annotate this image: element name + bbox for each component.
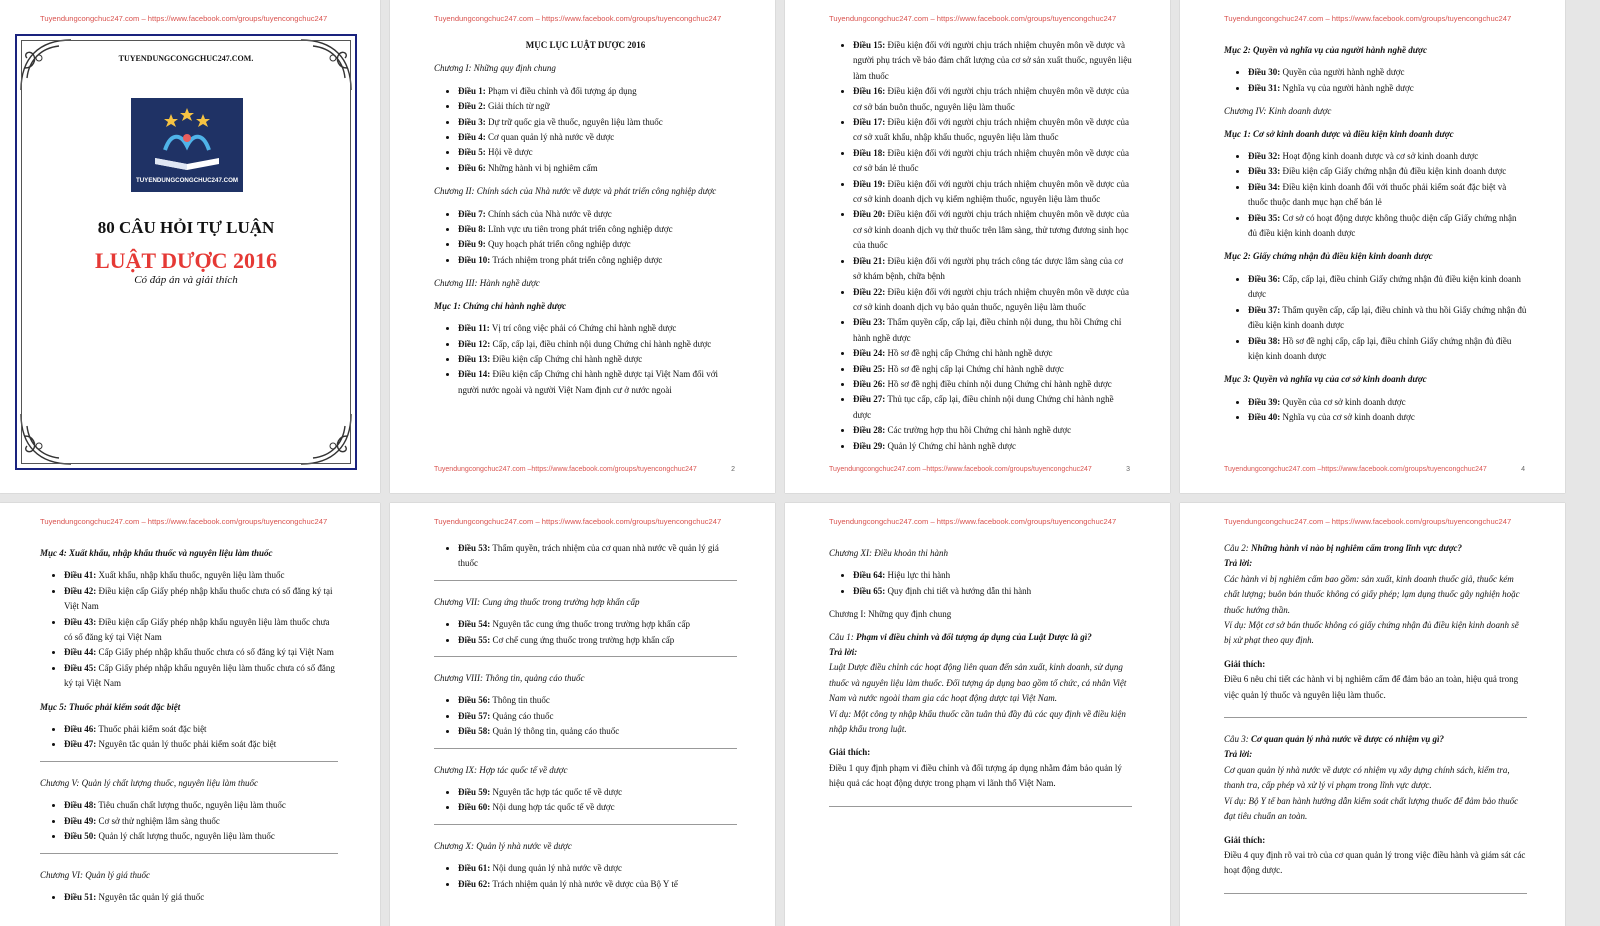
article-number: Điều 17: [853, 117, 886, 128]
article-number: Điều 33: [1248, 166, 1281, 177]
article-title: Quản lý chất lượng thuốc, nguyên liệu làm thuốc [98, 831, 275, 842]
article-item [64, 615, 338, 646]
page-2 [390, 0, 775, 493]
article-list [434, 207, 737, 269]
article-item [458, 84, 737, 99]
article-item [853, 568, 1132, 583]
page-footer [829, 466, 1130, 473]
example-text: Ví dụ: Một công ty nhập khẩu thuốc cần tuân thủ đầy đủ các quy định về điều kiện nhập khẩu trong luật. [829, 708, 1126, 735]
article-number: Điều 19: [853, 178, 886, 189]
ornament-corner-icon [19, 412, 73, 466]
article-title: Điều kiện đối với người chịu trách nhiệm chuyên môn về dược của cơ sở bán lẻ thuốc [853, 147, 1129, 174]
article-list [40, 722, 338, 753]
article-number: Điều 48: [64, 800, 97, 811]
question-text: Phạm vi điều chỉnh và đối tượng áp dụng của Luật Dược là gì? [856, 631, 1092, 642]
page-1-cover [0, 0, 380, 493]
divider [40, 761, 338, 762]
article-number: Điều 58: [458, 726, 491, 737]
ornament-corner-icon [19, 38, 73, 92]
chapter-heading: Chương IV: Kinh doanh dược [1224, 106, 1332, 117]
article-number: Điều 12: [458, 338, 491, 349]
article-title: Quản lý thông tin, quảng cáo thuốc [492, 726, 620, 737]
article-number: Điều 64: [853, 570, 886, 581]
divider [434, 748, 737, 749]
article-item [853, 254, 1132, 285]
article-item [64, 737, 338, 752]
article-item [458, 541, 737, 572]
article-item [458, 337, 737, 352]
article-number: Điều 45: [64, 662, 97, 673]
article-number: Điều 61: [458, 863, 491, 874]
article-title: Điều kiện đối với người chịu trách nhiệm chuyên môn về dược và người phụ trách về bảo đảm chất lượng của cơ sở sản xuất thuốc, nguyên liệu làm thuốc [853, 40, 1132, 81]
article-number: Điều 4: [458, 132, 486, 143]
article-item [853, 346, 1132, 361]
page-header: Tuyendungcongchuc247.com – https://www.facebook.com/groups/tuyencongchuc247 [434, 517, 722, 526]
article-number: Điều 40: [1248, 412, 1281, 423]
article-title: Quy hoạch phát triển công nghiệp dược [488, 239, 631, 250]
article-number: Điều 25: [853, 363, 886, 374]
chapter-heading: Chương VIII: Thông tin, quảng cáo thuốc [434, 673, 585, 684]
article-number: Điều 9: [458, 239, 486, 250]
chapter-heading: Chương V: Quản lý chất lượng thuốc, nguyên liệu làm thuốc [40, 777, 259, 788]
article-list [1224, 272, 1527, 364]
article-item [853, 377, 1132, 392]
article-number: Điều 29: [853, 440, 886, 451]
article-item [64, 568, 338, 583]
article-title: Hoạt động kinh doanh dược và cơ sở kinh doanh dược [1282, 151, 1479, 162]
page-footer [434, 466, 735, 473]
question-title [829, 630, 1132, 645]
article-item [64, 798, 338, 813]
article-title: Chính sách của Nhà nước về dược [488, 208, 612, 219]
article-item [64, 645, 338, 660]
article-title: Điều kiện kinh doanh đối với thuốc phải kiểm soát đặc biệt và thuốc thuộc danh mục hạn chế bán lẻ [1248, 181, 1507, 208]
cover-title-line1: 80 CÂU HỎI TỰ LUẬN [97, 218, 275, 237]
article-title: Điều kiện đối với người chịu trách nhiệm chuyên môn về dược của cơ sở kinh doanh dịch vụ bảo quản thuốc, nguyên liệu làm thuốc [853, 286, 1129, 312]
article-list [434, 84, 737, 176]
article-item [1248, 303, 1527, 334]
article-item [853, 207, 1132, 253]
article-number: Điều 23: [853, 317, 886, 328]
question-number: Câu 2: [1224, 543, 1249, 553]
article-number: Điều 36: [1248, 273, 1281, 284]
article-list [1224, 65, 1527, 96]
article-title: Nguyên tắc cung ứng thuốc trong trường hợp khẩn cấp [492, 619, 690, 630]
article-item [458, 785, 737, 800]
article-item [853, 439, 1132, 454]
article-item [458, 693, 737, 708]
article-title: Cấp Giấy phép nhập khẩu thuốc chưa có số đăng ký tại Việt Nam [98, 647, 334, 658]
article-list [434, 541, 737, 572]
page-footer [1224, 466, 1525, 473]
article-title: Nghĩa vụ của cơ sở kinh doanh dược [1282, 412, 1415, 423]
article-title: Trách nhiệm quản lý nhà nước về dược của Bộ Y tế [492, 878, 678, 889]
article-item [64, 722, 338, 737]
article-item [64, 829, 338, 844]
article-item [64, 814, 338, 829]
article-title: Hội về dược [488, 147, 533, 158]
article-number: Điều 31: [1248, 82, 1281, 93]
article-title: Hiệu lực thi hành [887, 570, 951, 581]
answer-label: Trả lời: [829, 647, 858, 658]
article-item [458, 115, 737, 130]
article-item [458, 352, 737, 367]
article-title: Cấp, cấp lại, điều chỉnh Giấy chứng nhận đủ điều kiện kinh doanh dược [1248, 273, 1521, 300]
article-list [829, 568, 1132, 599]
article-title: Quảng cáo thuốc [492, 710, 554, 721]
section-heading: Mục 2: Giấy chứng nhận đủ điều kiện kinh doanh dược [1224, 251, 1433, 262]
article-item [64, 584, 338, 615]
chapter-heading: Chương X: Quản lý nhà nước về dược [434, 840, 572, 851]
article-item [853, 177, 1132, 208]
article-item [458, 321, 737, 336]
article-number: Điều 15: [853, 40, 886, 50]
article-title: Điều kiện cấp Chứng chỉ hành nghề dược [492, 353, 643, 364]
article-item [458, 161, 737, 176]
article-number: Điều 55: [458, 634, 491, 645]
article-list [434, 861, 737, 892]
article-title: Cơ sở có hoạt động dược không thuộc diện cấp Giấy chứng nhận đủ điều kiện kinh doanh dược [1248, 212, 1517, 239]
article-title: Nội dung hợp tác quốc tế về dược [492, 802, 615, 813]
explain-label: Giải thích: [829, 747, 871, 758]
answer-text: Cơ quan quản lý nhà nước về dược có nhiệm vụ xây dựng chính sách, kiểm tra, thanh tra, cấp phép và xử lý vi phạm trong lĩnh vực dược. [1224, 764, 1510, 791]
article-title: Lĩnh vực ưu tiên trong phát triển công nghiệp dược [488, 224, 673, 235]
article-title: Vị trí công việc phải có Chứng chỉ hành nghề dược [491, 323, 677, 334]
page-header: Tuyendungcongchuc247.com – https://www.facebook.com/groups/tuyencongchuc247 [40, 517, 328, 526]
article-number: Điều 60: [458, 802, 491, 813]
page-7 [785, 503, 1170, 926]
article-number: Điều 59: [458, 787, 491, 798]
article-item [1248, 65, 1527, 80]
article-title: Quy định chi tiết và hướng dẫn thi hành [887, 585, 1032, 596]
article-title: Điều kiện đối với người chịu trách nhiệm chuyên môn về dược của cơ sở xuất khẩu, nhập khẩu thuốc, nguyên liệu làm thuốc [853, 117, 1129, 143]
article-number: Điều 6: [458, 162, 486, 173]
article-number: Điều 62: [458, 878, 491, 889]
article-item [458, 633, 737, 648]
article-number: Điều 22: [853, 286, 886, 297]
article-title: Điều kiện đối với người phụ trách công tác dược lâm sàng của cơ sở khám bệnh, chữa bệnh [853, 255, 1123, 282]
article-title: Cấp Giấy phép nhập khẩu nguyên liệu làm thuốc chưa có số đăng ký tại Việt Nam [64, 662, 335, 689]
article-title: Hồ sơ đề nghị cấp lại Chứng chỉ hành nghề dược [887, 363, 1064, 374]
ornament-corner-icon [299, 38, 353, 92]
book-logo-icon [131, 98, 243, 192]
logo-text: TUYENDUNGCONGCHUC247.COM [135, 177, 239, 184]
divider [1224, 893, 1527, 894]
article-item [853, 38, 1132, 84]
article-item [64, 890, 338, 905]
page-header: Tuyendungcongchuc247.com – https://www.facebook.com/groups/tuyencongchuc247 [40, 14, 328, 23]
question-text: Những hành vi nào bị nghiêm cấm trong lĩnh vực dược? [1251, 543, 1463, 553]
article-number: Điều 65: [853, 585, 886, 596]
article-number: Điều 51: [64, 891, 97, 902]
article-title: Cơ quan quản lý nhà nước về dược [488, 132, 615, 143]
question-text: Cơ quan quản lý nhà nước về dược có nhiệm vụ gì? [1251, 734, 1445, 745]
article-title: Cơ chế cung ứng thuốc trong trường hợp khẩn cấp [492, 634, 675, 645]
article-number: Điều 16: [853, 86, 886, 97]
article-item [853, 285, 1132, 316]
article-title: Điều kiện đối với người chịu trách nhiệm chuyên môn về dược của cơ sở bán buôn thuốc, nguyên liệu làm thuốc [853, 86, 1129, 112]
article-title: Quản lý Chứng chỉ hành nghề dược [887, 440, 1016, 451]
article-list [1224, 149, 1527, 241]
section-heading: Mục 3: Quyền và nghĩa vụ của cơ sở kinh doanh dược [1224, 374, 1427, 385]
article-item [853, 315, 1132, 346]
article-item [458, 877, 737, 892]
article-number: Điều 35: [1248, 212, 1281, 223]
article-list [829, 38, 1132, 454]
article-title: Điều kiện cấp Giấy phép nhập khẩu thuốc chưa có số đăng ký tại Việt Nam [64, 585, 333, 612]
article-item [853, 423, 1132, 438]
article-number: Điều 21: [853, 255, 886, 266]
chapter-heading: Chương VII: Cung ứng thuốc trong trường hợp khẩn cấp [434, 596, 640, 607]
explain-label: Giải thích: [1224, 658, 1266, 669]
article-item [458, 99, 737, 114]
footer-text: Tuyendungcongchuc247.com –https://www.facebook.com/groups/tuyencongchuc247 [1224, 466, 1487, 473]
article-title: Điều kiện đối với người chịu trách nhiệm chuyên môn về dược của cơ sở kinh doanh dịch vụ thử thuốc trên lâm sàng, thử tương đương sinh học của thuốc [853, 209, 1129, 251]
page-header: Tuyendungcongchuc247.com – https://www.facebook.com/groups/tuyencongchuc247 [434, 14, 722, 23]
page-number: 2 [731, 466, 735, 473]
article-number: Điều 20: [853, 209, 886, 220]
article-item [853, 392, 1132, 423]
chapter-heading: Chương III: Hành nghề dược [434, 278, 540, 289]
article-number: Điều 54: [458, 619, 491, 630]
example-text: Ví dụ: Một cơ sở bán thuốc không có giấy chứng nhận đủ điều kiện kinh doanh sẽ bị xử phạt theo quy định. [1224, 620, 1519, 646]
article-title: Điều kiện cấp Chứng chỉ hành nghề dược tại Việt Nam đối với người nước ngoài và người Việt Nam định cư ở nước ngoài [458, 369, 719, 395]
chapter-heading: Chương XI: Điều khoản thi hành [829, 548, 948, 558]
explain-label: Giải thích: [1224, 834, 1266, 845]
article-item [1248, 180, 1527, 211]
article-title: Cơ sở thử nghiệm lâm sàng thuốc [98, 815, 220, 826]
cover-site: TUYENDUNGCONGCHUC247.COM. [118, 54, 254, 63]
article-number: Điều 39: [1248, 396, 1281, 407]
section-heading: Mục 2: Quyền và nghĩa vụ của người hành nghề dược [1224, 45, 1427, 55]
article-title: Các trường hợp thu hồi Chứng chỉ hành nghề dược [887, 425, 1072, 436]
page-header: Tuyendungcongchuc247.com – https://www.facebook.com/groups/tuyencongchuc247 [1224, 517, 1512, 526]
logo [131, 98, 243, 192]
article-number: Điều 38: [1248, 335, 1281, 346]
example-text: Ví dụ: Bộ Y tế ban hành hướng dẫn kiểm soát chất lượng thuốc để đảm bảo thuốc đạt tiêu chuẩn an toàn. [1224, 795, 1519, 822]
page-number: 4 [1521, 466, 1525, 473]
article-number: Điều 2: [458, 101, 486, 112]
article-list [40, 568, 338, 691]
article-item [458, 724, 737, 739]
chapter-heading: Chương II: Chính sách của Nhà nước về dược và phát triển công nghiệp dược [434, 186, 717, 197]
page-4 [1180, 0, 1565, 493]
toc-title: MỤC LỤC LUẬT DƯỢC 2016 [525, 40, 646, 50]
answer-text: Các hành vi bị nghiêm cấm bao gồm: sản xuất, kinh doanh thuốc giả, thuốc kém chất lượng; buôn bán thuốc không có giấy phép; lạm dụng thuốc gây nghiện hoặc thuốc hướng thần. [1224, 573, 1520, 615]
explain-text: Điều 4 quy định rõ vai trò của cơ quan quản lý trong việc điều hành và giám sát các hoạt động dược. [1224, 849, 1526, 876]
article-number: Điều 10: [458, 254, 491, 265]
article-number: Điều 41: [64, 570, 97, 581]
chapter-heading: Chương I: Những quy định chung [434, 63, 556, 74]
explain-text: Điều 6 nêu chi tiết các hành vi bị nghiêm cấm để đảm bảo an toàn, hiệu quả trong việc quản lý thuốc và nguyên liệu làm thuốc. [1224, 674, 1519, 700]
section-heading: Mục 1: Chứng chỉ hành nghề dược [434, 300, 567, 311]
article-number: Điều 44: [64, 647, 97, 658]
divider [1224, 717, 1527, 718]
article-item [1248, 81, 1527, 96]
page-header: Tuyendungcongchuc247.com – https://www.facebook.com/groups/tuyencongchuc247 [829, 14, 1117, 23]
article-number: Điều 42: [64, 585, 97, 596]
divider [434, 824, 737, 825]
article-title: Thẩm quyền, trách nhiệm của cơ quan nhà nước về quản lý giá thuốc [458, 543, 719, 569]
divider [434, 656, 737, 657]
chapter-heading: Chương I: Những quy định chung [829, 609, 952, 620]
article-number: Điều 30: [1248, 67, 1281, 78]
article-item [458, 237, 737, 252]
article-item [853, 362, 1132, 377]
article-title: Thông tin thuốc [492, 695, 550, 706]
article-title: Điều kiện cấp Giấy phép nhập khẩu nguyên liệu làm thuốc chưa có số đăng ký tại Việt Nam [64, 616, 330, 643]
article-title: Thủ tục cấp, cấp lại, điều chỉnh nội dung Chứng chỉ hành nghề dược [853, 394, 1114, 420]
article-title: Tiêu chuẩn chất lượng thuốc, nguyên liệu làm thuốc [98, 800, 286, 811]
divider [434, 580, 737, 581]
article-number: Điều 37: [1248, 304, 1281, 315]
article-number: Điều 5: [458, 147, 486, 158]
article-number: Điều 8: [458, 224, 486, 235]
article-list [40, 798, 338, 844]
article-number: Điều 24: [853, 348, 886, 359]
article-title: Hồ sơ đề nghị cấp, cấp lại, điều chỉnh Giấy chứng nhận đủ điều kiện kinh doanh dược [1248, 335, 1512, 361]
article-item [458, 222, 737, 237]
article-title: Thẩm quyền cấp, cấp lại, điều chỉnh nội dung, thu hồi Chứng chỉ hành nghề dược [853, 317, 1122, 343]
article-item [1248, 334, 1527, 365]
section-heading: Mục 4: Xuất khẩu, nhập khẩu thuốc và nguyên liệu làm thuốc [40, 548, 273, 558]
footer-text: Tuyendungcongchuc247.com –https://www.facebook.com/groups/tuyencongchuc247 [829, 466, 1092, 473]
article-item [458, 253, 737, 268]
article-title: Quyền của người hành nghề dược [1282, 67, 1405, 78]
article-item [1248, 164, 1527, 179]
ornament-corner-icon [299, 412, 353, 466]
article-number: Điều 46: [64, 724, 97, 735]
article-title: Hồ sơ đề nghị cấp Chứng chỉ hành nghề dược [887, 348, 1053, 359]
article-number: Điều 47: [64, 739, 97, 750]
question-number: Câu 1: [829, 631, 854, 642]
question-title [1224, 541, 1527, 556]
article-item [458, 861, 737, 876]
article-item [853, 584, 1132, 599]
article-number: Điều 56: [458, 695, 491, 706]
article-title: Xuất khẩu, nhập khẩu thuốc, nguyên liệu làm thuốc [98, 570, 285, 581]
article-item [1248, 410, 1527, 425]
article-item [1248, 211, 1527, 242]
article-item [1248, 272, 1527, 303]
article-item [853, 84, 1132, 115]
article-number: Điều 18: [853, 147, 886, 158]
answer-label: Trả lời: [1224, 749, 1253, 760]
chapter-heading: Chương IX: Hợp tác quốc tế về dược [434, 764, 568, 775]
answer-label: Trả lời: [1224, 558, 1253, 569]
article-title: Giải thích từ ngữ [488, 101, 550, 112]
article-list [434, 693, 737, 739]
page-8 [1180, 503, 1565, 926]
page-header: Tuyendungcongchuc247.com – https://www.facebook.com/groups/tuyencongchuc247 [829, 517, 1117, 526]
page-3 [785, 0, 1170, 493]
answer-text: Luật Dược điều chỉnh các hoạt động liên quan đến sản xuất, kinh doanh, sử dụng thuốc và nguyên liệu làm thuốc. Đối tượng áp dụng bao gồm tổ chức, cá nhân Việt Nam và nước ngoài tham gia các hoạt động dược tại Việt Nam. [829, 662, 1127, 704]
article-title: Phạm vi điều chỉnh và đối tượng áp dụng [488, 85, 637, 96]
section-heading: Mục 5: Thuốc phải kiểm soát đặc biệt [40, 701, 181, 712]
article-title: Điều kiện đối với người chịu trách nhiệm chuyên môn về dược của cơ sở kinh doanh dịch vụ kiểm nghiệm thuốc, nguyên liệu làm thuốc [853, 178, 1129, 205]
article-item [1248, 149, 1527, 164]
article-number: Điều 49: [64, 815, 97, 826]
article-number: Điều 26: [853, 378, 886, 389]
article-number: Điều 7: [458, 208, 486, 219]
article-item [458, 130, 737, 145]
article-item [1248, 395, 1527, 410]
article-item [458, 800, 737, 815]
article-list [434, 617, 737, 648]
article-number: Điều 43: [64, 616, 97, 627]
article-number: Điều 1: [458, 85, 486, 96]
cover-title-line2: LUẬT DƯỢC 2016 [94, 248, 278, 273]
article-list [40, 890, 338, 905]
article-title: Trách nhiệm trong phát triển công nghiệp dược [492, 254, 663, 265]
divider [40, 853, 338, 854]
article-title: Nguyên tắc hợp tác quốc tế về dược [492, 787, 623, 798]
article-number: Điều 3: [458, 116, 486, 127]
article-title: Quyền của cơ sở kinh doanh dược [1282, 396, 1406, 407]
article-number: Điều 27: [853, 394, 886, 405]
article-title: Điều kiện cấp Giấy chứng nhận đủ điều kiện kinh doanh dược [1282, 166, 1507, 177]
article-title: Những hành vi bị nghiêm cấm [488, 162, 598, 173]
footer-text: Tuyendungcongchuc247.com –https://www.facebook.com/groups/tuyencongchuc247 [434, 466, 697, 473]
article-title: Thẩm quyền cấp, cấp lại, điều chỉnh và thu hồi Giấy chứng nhận đủ điều kiện kinh doanh dược [1248, 304, 1527, 331]
article-number: Điều 53: [458, 543, 491, 553]
article-item [853, 115, 1132, 146]
section-heading: Mục 1: Cơ sở kinh doanh dược và điều kiện kinh doanh dược [1224, 128, 1454, 139]
article-title: Cấp, cấp lại, điều chỉnh nội dung Chứng chỉ hành nghề dược [492, 338, 712, 349]
article-number: Điều 13: [458, 353, 491, 364]
article-list [434, 321, 737, 398]
article-item [458, 145, 737, 160]
page-number: 3 [1126, 466, 1130, 473]
article-title: Thuốc phải kiểm soát đặc biệt [98, 724, 207, 735]
article-title: Nội dung quản lý nhà nước về dược [492, 863, 622, 874]
article-number: Điều 50: [64, 831, 97, 842]
page-5 [0, 503, 380, 926]
article-item [458, 709, 737, 724]
article-title: Nghĩa vụ của người hành nghề dược [1282, 82, 1414, 93]
article-number: Điều 28: [853, 425, 886, 436]
article-item [64, 661, 338, 692]
article-list [1224, 395, 1527, 426]
article-number: Điều 11: [458, 323, 490, 334]
article-number: Điều 34: [1248, 181, 1281, 192]
article-item [458, 367, 737, 398]
question-title [1224, 732, 1527, 747]
article-item [853, 146, 1132, 177]
page-header: Tuyendungcongchuc247.com – https://www.facebook.com/groups/tuyencongchuc247 [1224, 14, 1512, 23]
page-6 [390, 503, 775, 926]
explain-text: Điều 1 quy định phạm vi điều chỉnh và đối tượng áp dụng nhằm đảm bảo quản lý hiệu quả các hoạt động dược trong phạm vi lãnh thổ Việt Nam. [829, 762, 1122, 789]
article-title: Dự trữ quốc gia về thuốc, nguyên liệu làm thuốc [488, 116, 663, 127]
article-number: Điều 57: [458, 710, 491, 721]
article-title: Nguyên tắc quản lý thuốc phải kiểm soát đặc biệt [98, 739, 277, 750]
article-item [458, 617, 737, 632]
cover-border [15, 34, 357, 470]
chapter-heading: Chương VI: Quản lý giá thuốc [40, 869, 150, 880]
article-number: Điều 14: [458, 369, 491, 380]
article-item [458, 207, 737, 222]
article-list [434, 785, 737, 816]
question-number: Câu 3: [1224, 734, 1249, 745]
article-title: Nguyên tắc quản lý giá thuốc [98, 891, 205, 902]
article-number: Điều 32: [1248, 151, 1281, 162]
article-title: Hồ sơ đề nghị điều chỉnh nội dung Chứng chỉ hành nghề dược [887, 378, 1112, 389]
cover-subtitle: Có đáp án và giải thích [134, 274, 238, 286]
divider [829, 806, 1132, 807]
